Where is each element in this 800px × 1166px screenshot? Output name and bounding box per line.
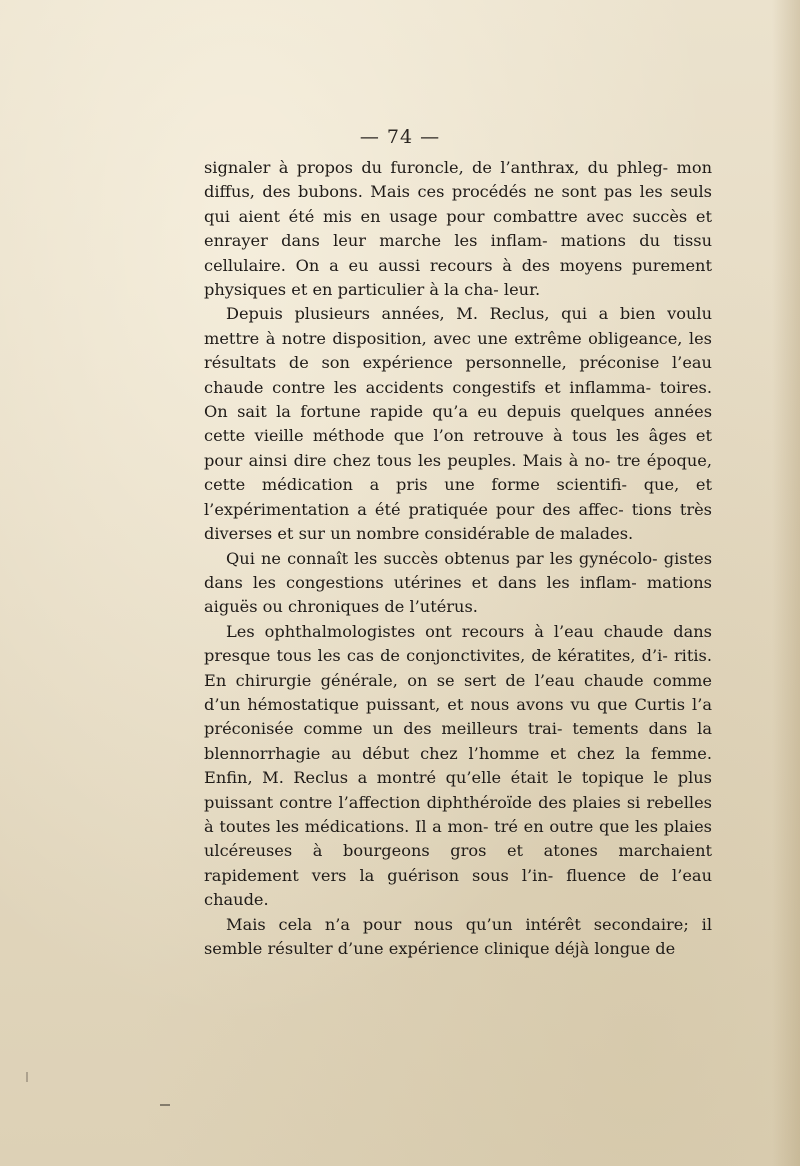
page-number: — 74 — [359, 126, 441, 148]
paragraph-4: Les ophthalmologistes ont recours à l’eau chaude dans presque tous les cas de conjonctivites, de kératites, d’i- ritis. En chirurgie générale, on se sert de l’eau chaude comme d’un hémostatique puissant, et nous avons vu que Curtis l’a préconisée comme un des meilleurs trai- tements dans la blennorrhagie au début chez l’homme et chez la femme. Enfin, M. Reclus a montré qu’elle était le topique le plus puissant contre l’affection diphthéroïde des plaies si rebelles à toutes les médications. Il a mon- tré en outre que les plaies ulcéreuses à bourgeons gros et atones marchaient rapidement vers la guérison sous l’in- fluence de l’eau chaude. [204, 621, 712, 910]
paragraph-2: Depuis plusieurs années, M. Reclus, qui a bien voulu mettre à notre disposition, avec une extrême obligeance, les résultats de son expérience personnelle, préconise l’eau chaude contre les accidents congestifs et inflamma- toires. On sait la fortune rapide qu’a eu depuis quelques années cette vieille méthode que l’on retrouve à tous les âges et pour ainsi dire chez tous les peuples. Mais à no- tre époque, cette médication a pris une forme scientifi- que, et l’expérimentation a été pratiquée pour des affec- tions très diverses et sur un nombre considérable de malades. [204, 304, 712, 544]
paragraph-5: Mais cela n’a pour nous qu’un intérêt secondaire; il semble résulter d’une expérience clinique déjà longue de [204, 914, 712, 958]
margin-speck [160, 1104, 170, 1106]
margin-speck [26, 1072, 28, 1082]
body-text [204, 156, 712, 961]
paragraph-1: signaler à propos du furoncle, de l’anthrax, du phleg- mon diffus, des bubons. Mais ces procédés ne sont pas les seuls qui aient été mis en usage pour combattre avec succès et enrayer dans leur marche les inflam- mations du tissu cellulaire. On a eu aussi recours à des moyens purement physiques et en particulier à la cha- leur. [204, 158, 712, 300]
page-edge-shadow [772, 0, 800, 1166]
paragraph-3: Qui ne connaît les succès obtenus par les gynécolo- gistes dans les congestions utérines et dans les inflam- mations aiguës ou chroniques de l’utérus. [204, 548, 712, 617]
